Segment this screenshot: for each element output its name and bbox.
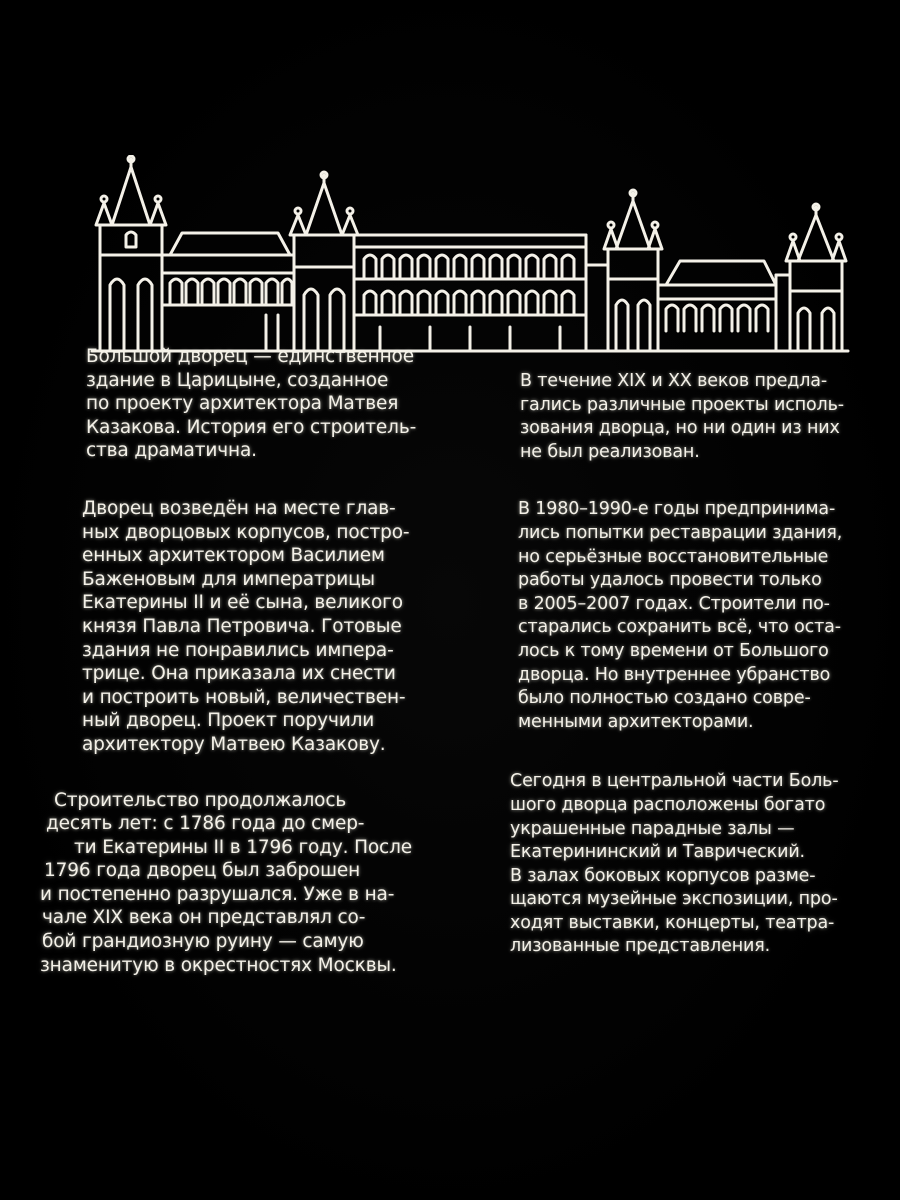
text-line: Большой дворец — единственное	[86, 346, 414, 367]
paragraph-restoration	[508, 498, 848, 734]
text-line: В 1980–1990-е годы предпринима-	[518, 499, 836, 520]
text-line: здания не понравились импера-	[82, 639, 394, 661]
text-line: чале XIX века он представлял со-	[42, 907, 366, 929]
text-line: и построить новый, величествен-	[82, 686, 406, 708]
text-line: В течение XIX и XX веков предла-	[520, 371, 828, 391]
paragraph-projects	[508, 370, 848, 464]
paragraph-construction-history	[40, 789, 440, 978]
text-line: енных архитектором Василием	[82, 545, 385, 567]
text-line: не был реализован.	[520, 441, 700, 462]
text-line: зования дворца, но ни один из них	[520, 418, 840, 439]
text-line: но серьёзные восстановительные	[518, 546, 829, 567]
text-line: лизованные представления.	[510, 936, 771, 957]
text-line: здание в Царицыне, созданное	[86, 369, 389, 391]
text-line: Екатерины II и её сына, великого	[82, 592, 403, 614]
text-line: бой грандиозную руину — самую	[42, 931, 364, 953]
palace-illustration	[90, 155, 850, 355]
text-line: и постепенно разрушался. Уже в на-	[40, 883, 395, 905]
text-line: лись попытки реставрации здания,	[518, 522, 843, 543]
text-line: украшенные парадные залы —	[510, 818, 795, 839]
text-line: Сегодня в центральной части Боль-	[510, 771, 839, 792]
text-line: менными архитекторами.	[518, 711, 754, 732]
text-line: трице. Она приказала их снести	[82, 663, 396, 685]
text-line: дворца. Но внутреннее убранство	[518, 664, 831, 685]
text-line: в 2005–2007 годах. Строители по-	[518, 593, 830, 614]
text-line: десять лет: с 1786 года до смер-	[46, 813, 365, 835]
text-line: работы удалось провести только	[518, 570, 822, 591]
text-line: щаются музейные экспозиции, про-	[510, 889, 838, 910]
text-line: гались различные проекты исполь-	[520, 394, 844, 415]
text-line: ных дворцовых корпусов, постро-	[82, 521, 410, 543]
text-line: ти Екатерины II в 1796 году. После	[74, 836, 412, 858]
text-line: Казакова. История его строитель-	[86, 416, 417, 438]
text-line: лось к тому времени от Большого	[518, 640, 829, 661]
text-line: ства драматична.	[86, 440, 257, 462]
text-line: шого дворца расположены богато	[510, 794, 826, 815]
text-line: Екатерининский и Таврический.	[510, 842, 805, 863]
paragraph-intro	[86, 345, 440, 463]
text-line: 1796 года дворец был заброшен	[44, 860, 361, 882]
text-line: князя Павла Петровича. Готовые	[82, 615, 402, 637]
text-line: ходят выставки, концерты, театра-	[510, 912, 835, 933]
text-line: В залах боковых корпусов разме-	[510, 865, 816, 886]
text-line: знаменитую в окрестностях Москвы.	[40, 954, 397, 976]
text-line: Дворец возведён на месте глав-	[82, 497, 396, 519]
left-text-column	[40, 345, 440, 1013]
text-line: ный дворец. Проект поручили	[82, 710, 375, 732]
right-text-column	[508, 370, 848, 995]
palace-line-drawing-icon	[90, 155, 850, 355]
text-line: Строительство продолжалось	[54, 789, 347, 811]
text-line: старались сохранить всё, что оста-	[518, 617, 841, 638]
text-line: было полностью создано совре-	[518, 688, 811, 709]
text-line: архитектору Матвею Казакову.	[82, 733, 386, 755]
paragraph-construction-site	[82, 497, 440, 757]
text-line: Баженовым для императрицы	[82, 568, 375, 590]
paragraph-today	[508, 770, 848, 959]
text-line: по проекту архитектора Матвея	[86, 393, 399, 415]
